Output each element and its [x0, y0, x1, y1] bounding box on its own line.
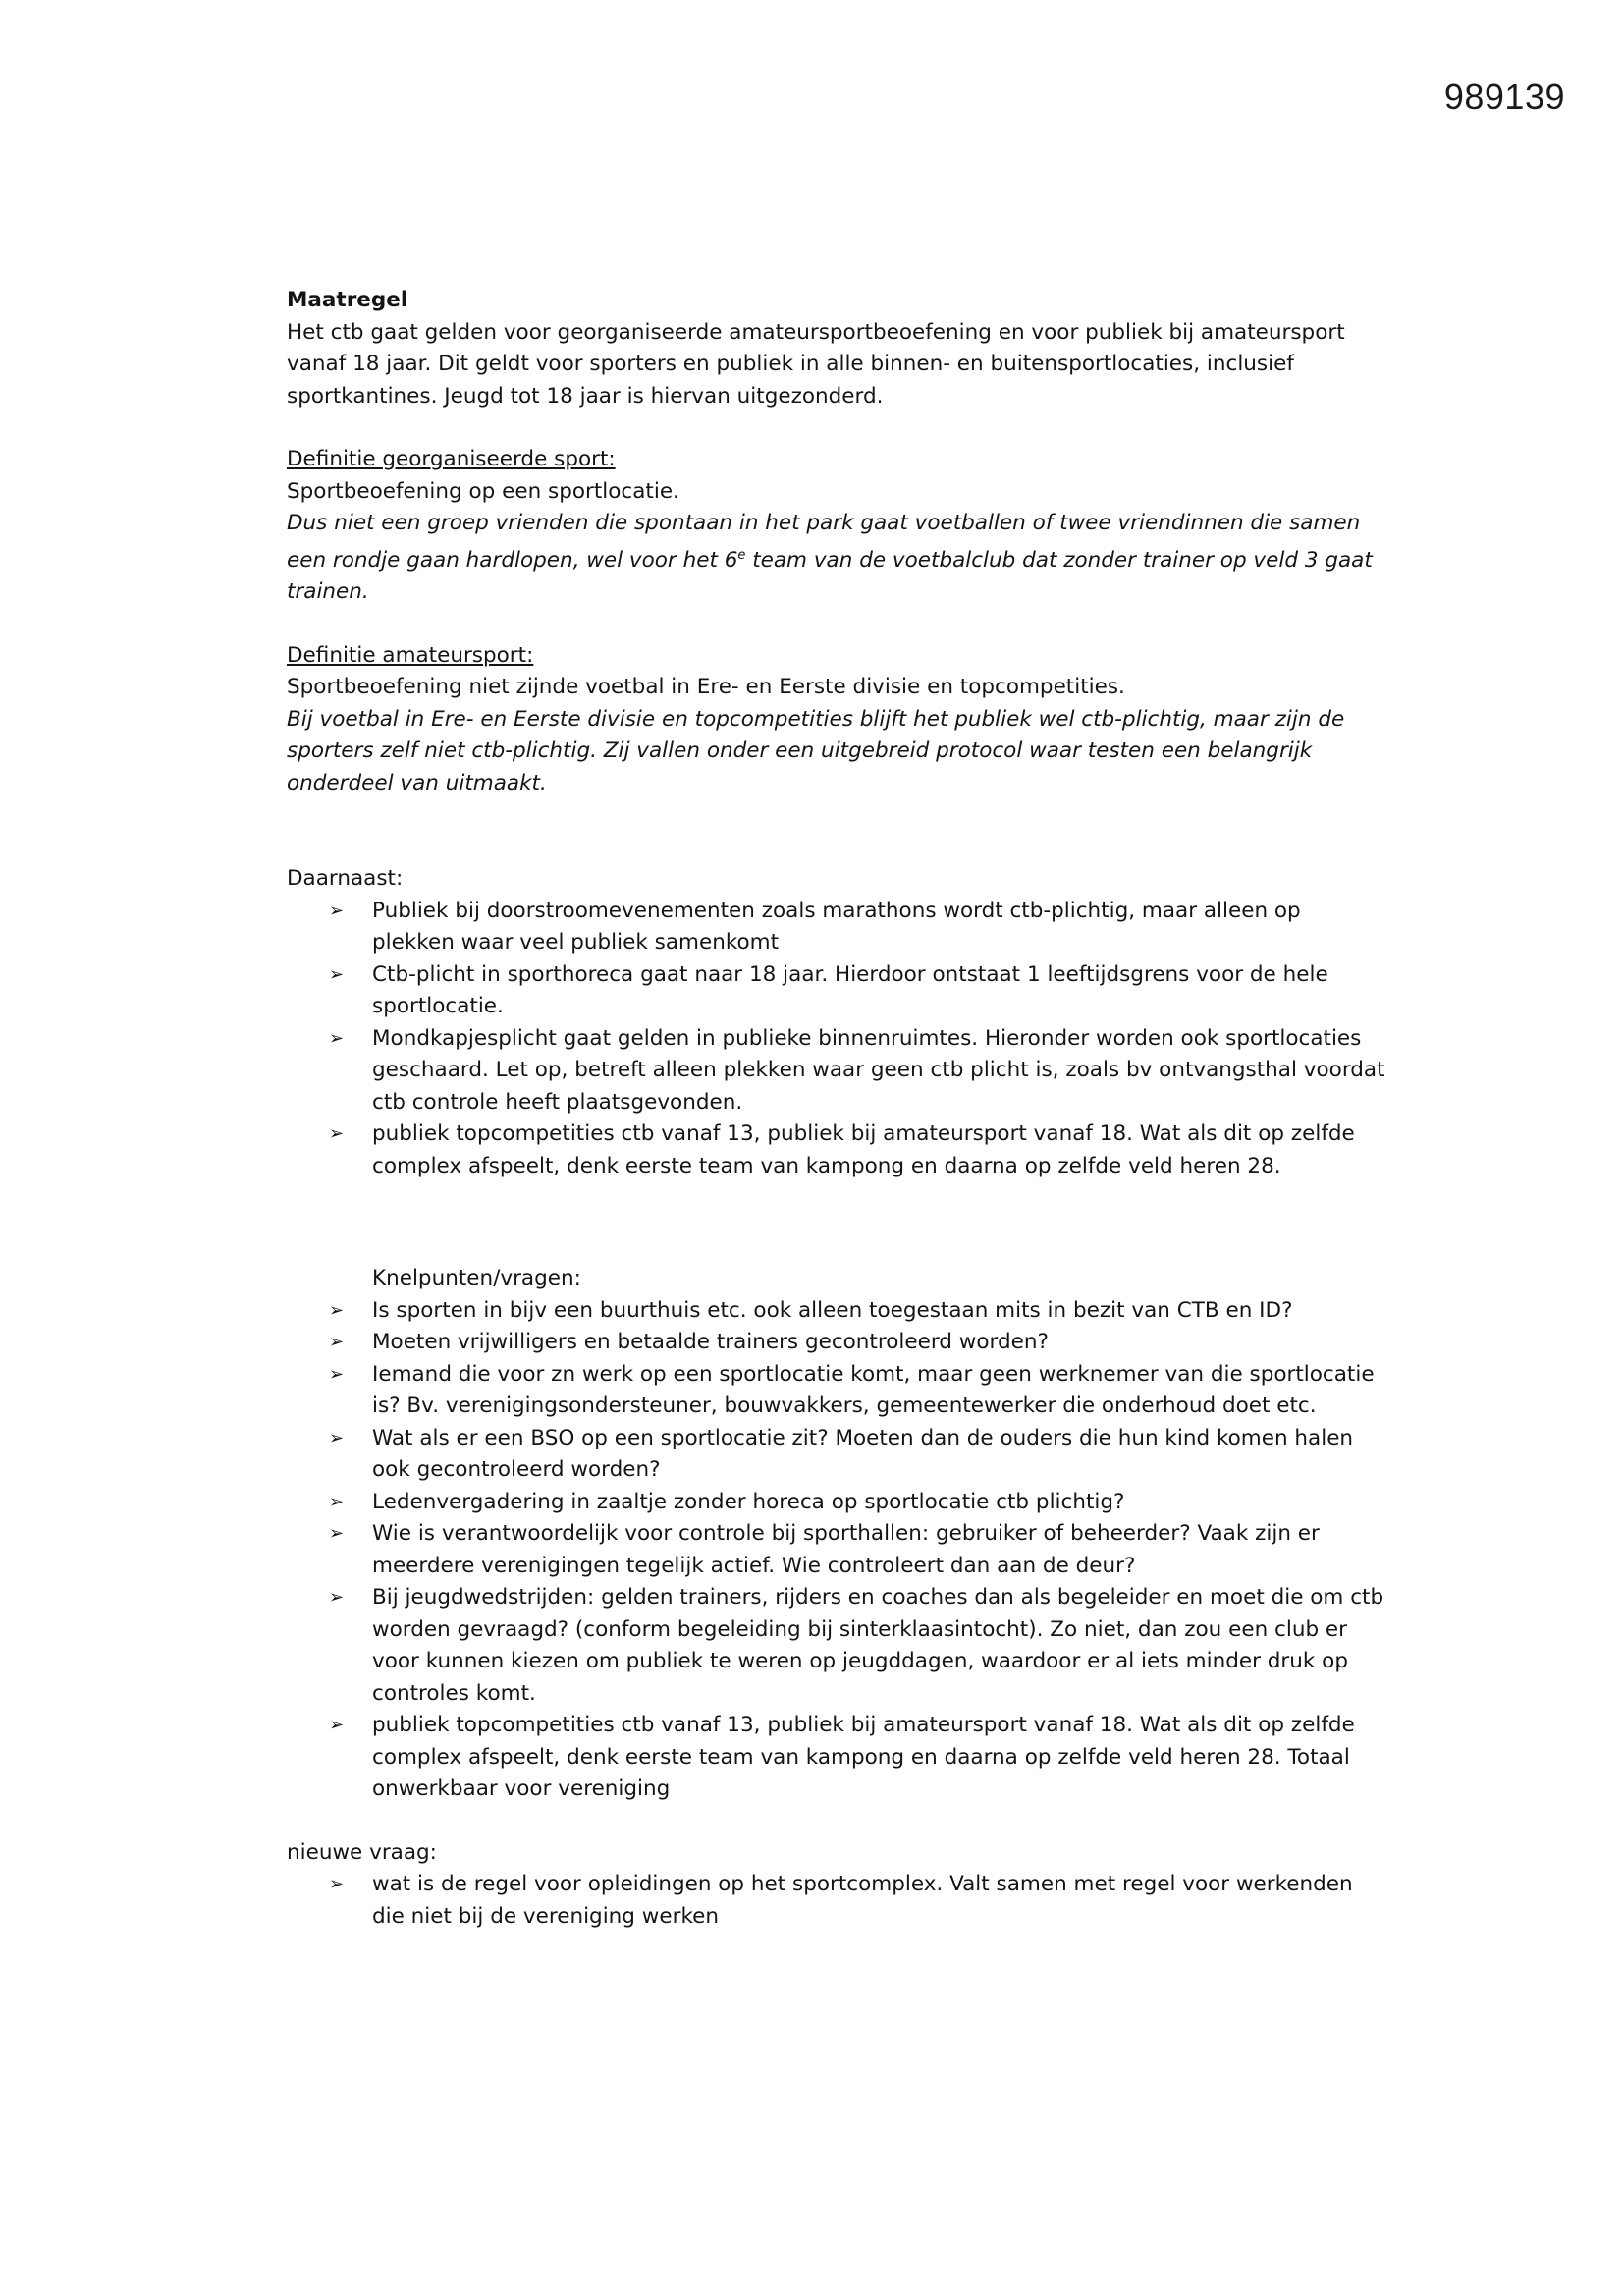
section-maatregel	[287, 285, 1386, 412]
definitie-georganiseerde-sport-text: Sportbeoefening op een sportlocatie.	[287, 478, 679, 504]
section-definitie-georganiseerde-sport	[287, 444, 1386, 609]
section-knelpunten	[287, 1263, 1386, 1806]
list-item: ➢ wat is de regel voor opleidingen op het sportcomplex. Valt samen met regel voor werkenden die niet bij de vereniging werken	[287, 1869, 1386, 1933]
list-daarnaast	[287, 896, 1386, 1183]
document-body	[287, 285, 1386, 1933]
list-item: ➢ Publiek bij doorstroomevenementen zoals marathons wordt ctb-plichtig, maar alleen op plekken waar veel publiek samenkomt	[287, 896, 1386, 959]
list-nieuwe-vraag	[287, 1869, 1386, 1933]
list-knelpunten	[287, 1295, 1386, 1806]
arrowhead-bullet-icon: ➢	[329, 1427, 345, 1449]
arrowhead-bullet-icon: ➢	[329, 1715, 345, 1736]
list-item: ➢ Iemand die voor zn werk op een sportlocatie komt, maar geen werknemer van die sportlocatie is? Bv. verenigingsondersteuner, bouwvakkers, gemeentewerker die onderhoud doet etc.	[287, 1359, 1386, 1423]
section-definitie-amateursport	[287, 640, 1386, 800]
maatregel-text: Het ctb gaat gelden voor georganiseerde amateursportbeoefening en voor publiek bij amateursport vanaf 18 jaar. Dit geldt voor sporters en publiek in alle binnen- en buitensportlocaties, inclusief sportkantines. Jeugd tot 18 jaar is hiervan uitgezonderd.	[287, 319, 1345, 409]
heading-definitie-georganiseerde-sport: Definitie georganiseerde sport:	[287, 447, 616, 471]
list-item: ➢ Wie is verantwoordelijk voor controle bij sporthallen: gebruiker of beheerder? Vaak zijn er meerdere verenigingen tegelijk actief. Wie controleert dan aan de deur?	[287, 1518, 1386, 1582]
ordinal-superscript: e	[737, 547, 746, 563]
heading-definitie-amateursport: Definitie amateursport:	[287, 642, 534, 668]
arrowhead-bullet-icon: ➢	[329, 900, 345, 921]
arrowhead-bullet-icon: ➢	[329, 963, 345, 985]
definitie-amateursport-note: Bij voetbal in Ere- en Eerste divisie en topcompetities blijft het publiek wel ctb-plichtig, maar zijn de sporters zelf niet ctb-plichtig. Zij vallen onder een uitgebreid protocol waar testen een belangrijk onderdeel van uitmaakt.	[287, 706, 1345, 795]
list-item: ➢ Ctb-plicht in sporthoreca gaat naar 18 jaar. Hierdoor ontstaat 1 leeftijdsgrens voor de hele sportlocatie.	[287, 959, 1386, 1023]
arrowhead-bullet-icon: ➢	[329, 1491, 345, 1512]
list-item: ➢ publiek topcompetities ctb vanaf 13, publiek bij amateursport vanaf 18. Wat als dit op zelfde complex afspeelt, denk eerste team van kampong en daarna op zelfde veld heren 28.	[287, 1119, 1386, 1182]
list-item: ➢ publiek topcompetities ctb vanaf 13, publiek bij amateursport vanaf 18. Wat als dit op zelfde complex afspeelt, denk eerste team van kampong en daarna op zelfde veld heren 28. Totaal onwerkbaar voor vereniging	[287, 1710, 1386, 1806]
section-daarnaast	[287, 863, 1386, 1182]
arrowhead-bullet-icon: ➢	[329, 1299, 345, 1321]
heading-daarnaast: Daarnaast:	[287, 866, 404, 892]
arrowhead-bullet-icon: ➢	[329, 1363, 345, 1385]
definitie-amateursport-text: Sportbeoefening niet zijnde voetbal in Ere- en Eerste divisie en topcompetities.	[287, 675, 1125, 700]
arrowhead-bullet-icon: ➢	[329, 1123, 345, 1145]
arrowhead-bullet-icon: ➢	[329, 1874, 345, 1895]
section-nieuwe-vraag	[287, 1837, 1386, 1934]
section-title-maatregel: Maatregel	[287, 288, 408, 312]
list-item: ➢ Bij jeugdwedstrijden: gelden trainers, rijders en coaches dan als begeleider en moet die om ctb worden gevraagd? (conform begeleiding bij sinterklaasintocht). Zo niet, dan zou een club er voor kunnen kiezen om publiek te weren op jeugddagen, waardoor er al iets minder druk op controles komt.	[287, 1582, 1386, 1710]
arrowhead-bullet-icon: ➢	[329, 1027, 345, 1049]
list-item: ➢ Mondkapjesplicht gaat gelden in publieke binnenruimtes. Hieronder worden ook sportlocaties geschaard. Let op, betreft alleen plekken waar geen ctb plicht is, zoals bv ontvangsthal voordat ctb controle heeft plaatsgevonden.	[287, 1023, 1386, 1120]
arrowhead-bullet-icon: ➢	[329, 1523, 345, 1545]
list-item: ➢ Wat als er een BSO op een sportlocatie zit? Moeten dan de ouders die hun kind komen halen ook gecontroleerd worden?	[287, 1423, 1386, 1487]
heading-knelpunten: Knelpunten/vragen:	[372, 1266, 581, 1291]
definitie-georganiseerde-sport-example	[287, 508, 1386, 609]
document-id: 989139	[1443, 77, 1565, 117]
list-item: ➢ Ledenvergadering in zaaltje zonder horeca op sportlocatie ctb plichtig?	[287, 1487, 1386, 1519]
heading-nieuwe-vraag: nieuwe vraag:	[287, 1839, 437, 1865]
list-item: ➢ Moeten vrijwilligers en betaalde trainers gecontroleerd worden?	[287, 1327, 1386, 1359]
example-text-part-2: team van de voetbalclub dat zonder trainer op veld 3 gaat trainen.	[287, 547, 1373, 605]
list-item: ➢ Is sporten in bijv een buurthuis etc. ook alleen toegestaan mits in bezit van CTB en ID?	[287, 1295, 1386, 1328]
example-text-part-1: Dus niet een groep vrienden die spontaan in het park gaat voetballen of twee vriendinnen die samen een rondje gaan hardlopen, wel voor het 6	[287, 511, 1361, 573]
arrowhead-bullet-icon: ➢	[329, 1587, 345, 1609]
arrowhead-bullet-icon: ➢	[329, 1332, 345, 1353]
